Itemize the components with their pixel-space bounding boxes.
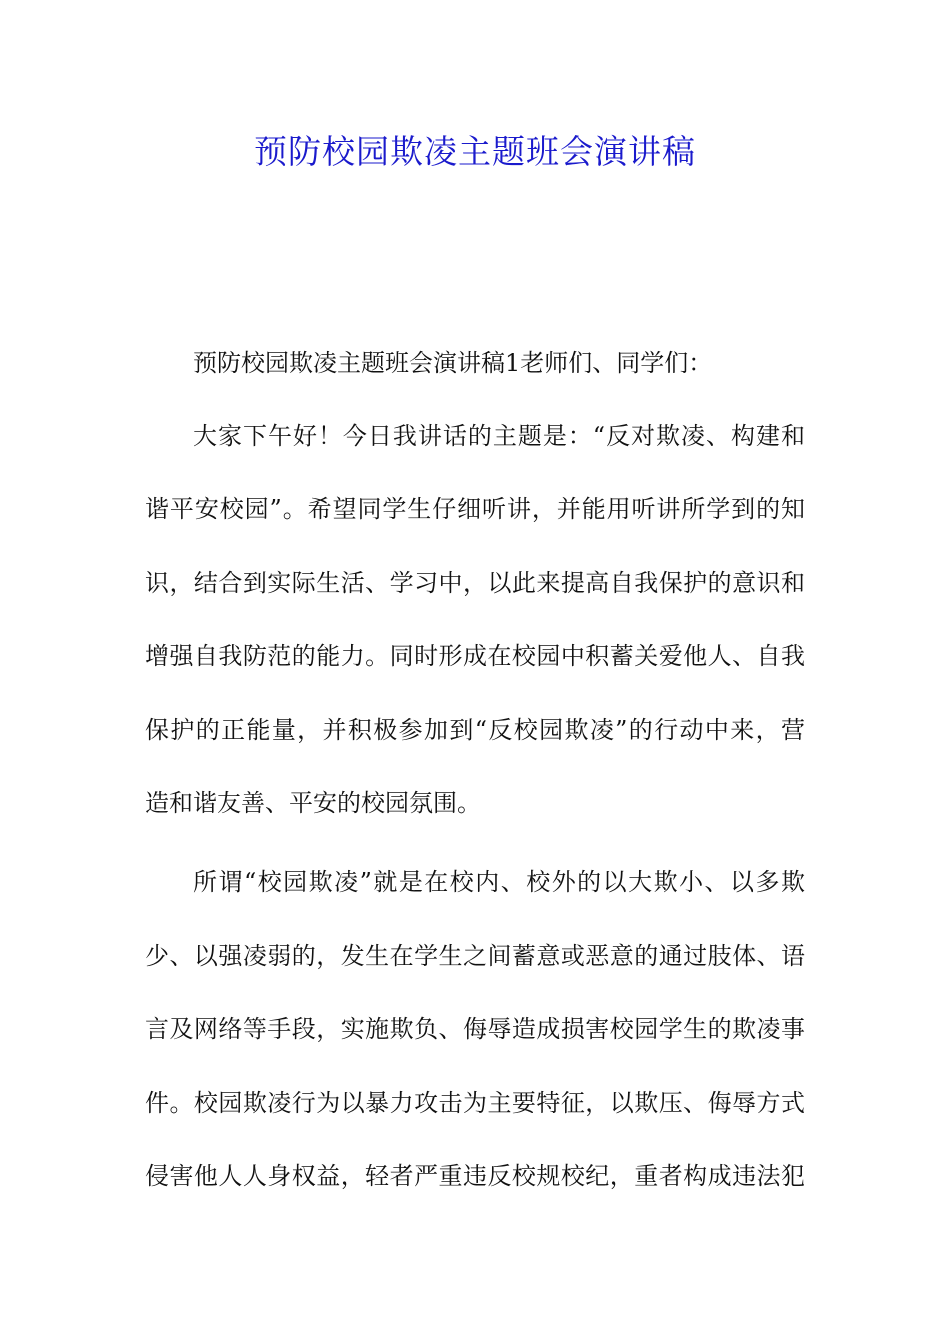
paragraph-3-line-1: 所谓“校园欺凌”就是在校内、校外的以大欺小、以多欺 bbox=[193, 868, 805, 896]
paragraph-3-line-3: 言及网络等手段，实施欺负、侮辱造成损害校园学生的欺凌事 bbox=[145, 1015, 805, 1043]
paragraph-2-line-4: 增强自我防范的能力。同时形成在校园中积蓄关爱他人、自我 bbox=[145, 642, 805, 670]
paragraph-3-line-5: 侵害他人人身权益，轻者严重违反校规校纪，重者构成违法犯 bbox=[145, 1162, 805, 1190]
paragraph-2-line-3: 识，结合到实际生活、学习中，以此来提高自我保护的意识和 bbox=[145, 569, 805, 597]
paragraph-3-line-4: 件。校园欺凌行为以暴力攻击为主要特征，以欺压、侮辱方式 bbox=[145, 1089, 805, 1117]
paragraph-2-line-1: 大家下午好！今日我讲话的主题是：“反对欺凌、构建和 bbox=[193, 422, 805, 450]
paragraph-1-line-1: 预防校园欺凌主题班会演讲稿1老师们、同学们： bbox=[193, 349, 713, 377]
document-title: 预防校园欺凌主题班会演讲稿 bbox=[254, 132, 696, 171]
paragraph-2-line-5: 保护的正能量，并积极参加到“反校园欺凌”的行动中来，营 bbox=[145, 716, 805, 744]
paragraph-2-line-6: 造和谐友善、平安的校园氛围。 bbox=[145, 789, 481, 817]
paragraph-3-line-2: 少、以强凌弱的，发生在学生之间蓄意或恶意的通过肢体、语 bbox=[145, 942, 805, 970]
paragraph-2-line-2: 谐平安校园”。希望同学生仔细听讲，并能用听讲所学到的知 bbox=[145, 495, 805, 523]
